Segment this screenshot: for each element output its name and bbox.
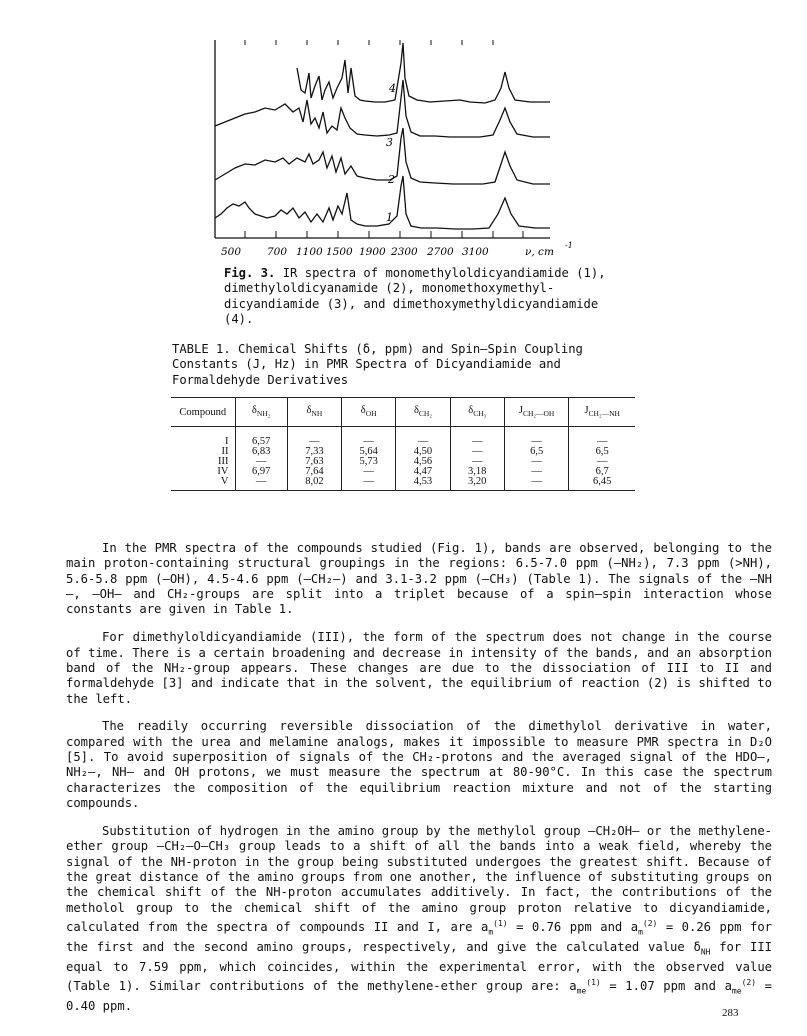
header-delta-nh: $\delta_{NH}$ [287,398,341,427]
x-axis-unit-superscript: -1 [565,241,573,250]
delta-oh-column: — 5,64 5,73 — — [342,427,396,491]
spectrum-curve-1 [215,176,550,229]
header-delta-oh: $\delta_{OH}$ [342,398,396,427]
paragraph-2: For dimethyloldicyandiamide (III), the form of the spectrum does not change in the course of time. There is a certain broadening and decrease in intensity of the bands, and an absorption band of the NH₂-group appears. These changes are due to the dissociation of III to II and formaldehyde [3] and indicate that in the solvent, the equilibrium of reaction (2) is shifted to the left. [66,630,772,706]
j-ch2-nh-column: — 6,5 — 6,7 6,45 [569,427,635,491]
figure-caption [224,266,624,327]
chemical-shift-table [171,397,635,491]
header-delta-ch2: $\delta_{CH_2}$ [396,398,450,427]
delta-nh2-column: 6,57 6,83 — 6,97 — [235,427,287,491]
curve-label-1: 1 [386,211,393,224]
page-number: 283 [722,1007,739,1019]
x-axis-unit-label: ν, cm [525,246,554,258]
spectrum-curve-4 [297,43,550,103]
curve-label-3: 3 [386,136,393,149]
x-tick-label: 500 [221,246,242,258]
delta-ch3-column: — — — 3,18 3,20 [450,427,504,491]
figure-caption-label: Fig. 3. [224,266,276,280]
table-row [171,427,635,491]
delta-nh-column: — 7,33 7,63 7,64 8,02 [287,427,341,491]
x-tick-label: 3100 [462,246,489,258]
header-j-ch2-oh: $J_{CH_2—OH}$ [504,398,569,427]
body-text [66,541,772,1027]
x-tick-label: 2300 [391,246,418,258]
paragraph-4: Substitution of hydrogen in the amino group by the methylol group —CH₂OH— or the methylene-ether group —CH₂—O—CH₃ group leads to a shift of all the bands into a weak field, whereby the signal of the NH-proton in the group being substituted undergoes the greatest shift. Because of the great distance of the amino groups from one another, the influence of substituting groups on the chemical shift of the NH-proton accumulates additively. In fact, the contributions of the metholol group to the chemical shift of the amino group proton relative to dicyandiamide, calculated from the spectra of compounds II and I, are $a_m^{(1)} = 0.76$ ppm and $a_m^{(2)} = 0.26$ ppm for the first and the second amino groups, respectively, and give the calculated value $\delta_{NH}$ for III equal to 7.59 ppm, which coincides, within the experimental error, with the observed value (Table 1). Similar contributions of the methylene-ether group are: $a_{me}^{(1)} = 1.07$ ppm and $a_{me}^{(2)} = 0.40$ ppm. [66,824,772,1013]
x-tick-label: 1100 [296,246,323,258]
figure-caption-text: IR spectra of monomethyloldicyandiamide (1), dimethyloldicyanamide (2), monomethoxymethyl-dicyandiamide (3), and dimethoxymethyldicyandiamide (4). [224,266,606,326]
compound-column: I II III IV V [171,427,235,491]
header-delta-ch3: $\delta_{CH_3}$ [450,398,504,427]
paragraph-3: The readily occurring reversible dissociation of the dimethylol derivative in water, compared with the urea and melamine analogs, makes it impossible to measure PMR spectra in D₂O [5]. To avoid superposition of signals of the CH₂-protons and the averaged signal of the HDO—, NH₂—, NH— and OH protons, we must measure the spectrum at 80-90°C. In this case the spectrum characterizes the composition of the equilibrium reaction mixture and not of the starting compounds. [66,719,772,811]
header-delta-nh2: $\delta_{NH_2}$ [235,398,287,427]
curve-label-2: 2 [388,173,395,186]
header-compound: Compound [171,398,235,427]
x-tick-label: 1900 [359,246,386,258]
curve-label-4: 4 [389,82,396,95]
header-j-ch2-nh: $J_{CH_2—NH}$ [569,398,635,427]
x-tick-label: 1500 [326,246,353,258]
ir-spectra-figure [205,38,585,263]
spectrum-curve-3 [215,80,550,137]
delta-ch2-column: — 4,50 4,56 4,47 4,53 [396,427,450,491]
spectrum-curve-2 [215,128,550,184]
table-title: TABLE 1. Chemical Shifts (δ, ppm) and Spin—Spin Coupling Constants (J, Hz) in PMR Spectra of Dicyandiamide and Formaldehyde Derivatives [172,342,583,387]
paragraph-1: In the PMR spectra of the compounds studied (Fig. 1), bands are observed, belonging to the main proton-containing structural groupings in the regions: 6.5-7.0 ppm (—NH₂), 7.3 ppm (>NH), 5.6-5.8 ppm (—OH), 4.5-4.6 ppm (—CH₂—) and 3.1-3.2 ppm (—CH₃) (Table 1). The signals of the —NH—, —OH— and CH₂-groups are split into a triplet because of a spin—spin interaction whose constants are given in Table 1. [66,541,772,617]
j-ch2-oh-column: — 6,5 — — — [504,427,569,491]
x-tick-label: 2700 [427,246,454,258]
x-tick-label: 700 [267,246,288,258]
table-header-row [171,398,635,427]
